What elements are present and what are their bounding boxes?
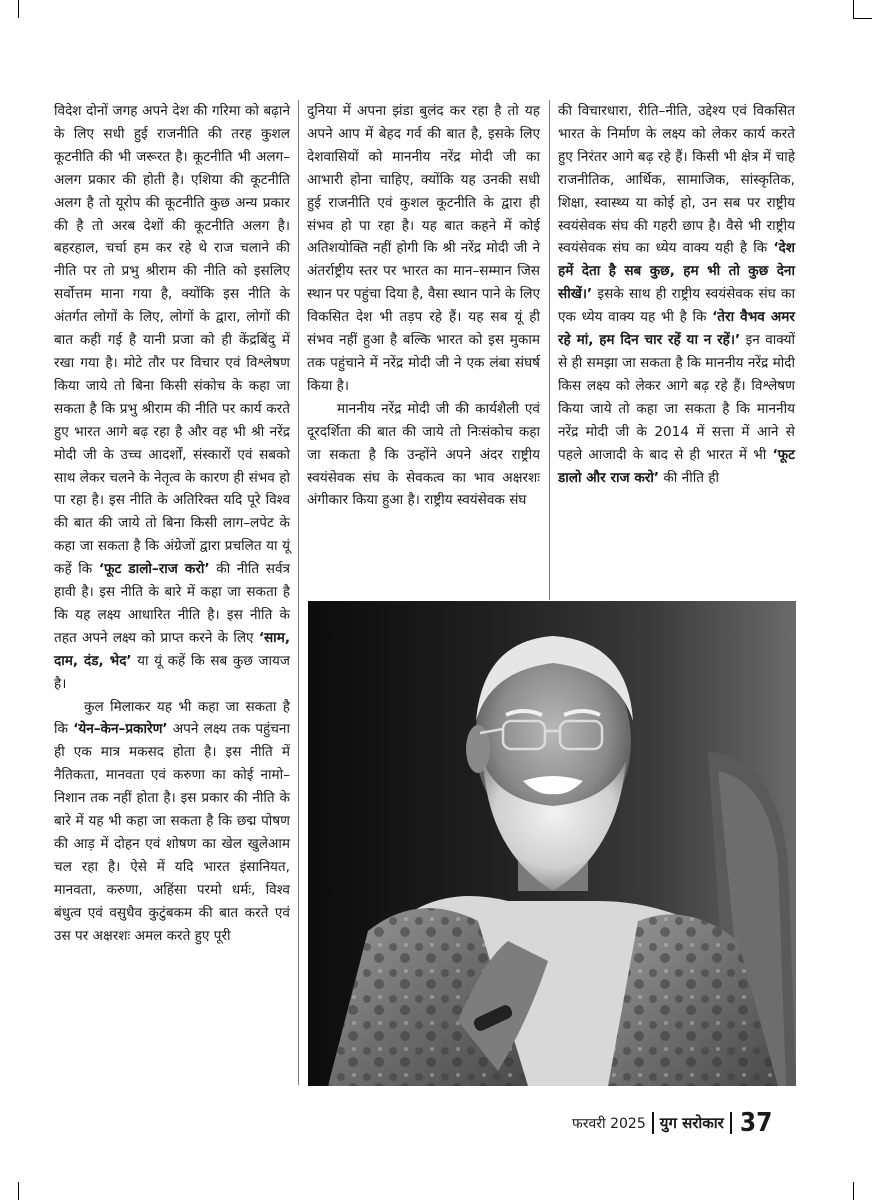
paragraph: विदेश दोनों जगह अपने देश की गरिमा को बढ़ाने के लिए सधी हुई राजनीति की तरह कुशल कूटनीति की भी जरूरत है। कूटनीति भी अलग–अलग प्रकार की होती है। एशिया की कूटनीति अलग है तो यूरोप की कूटनीति कुछ अन्य प्रकार की है तो अरब देशों की कूटनीति अलग है। बहरहाल, चर्चा हम कर रहे थे राज चलाने की नीति पर तो प्रभु श्रीराम की नीति को इसलिए सर्वोत्तम माना गया है, क्योंकि इस नीति के अंतर्गत लोगों के लिए, लोगों के द्वारा, लोगों की बात कही गई है यानी प्रजा को ही केंद्रबिंदु में रखा गया है। मोटे तौर पर विचार एवं विश्लेषण किया जाये तो बिना किसी संकोच के कहा जा सकता है कि प्रभु श्रीराम की नीति पर कार्य करते हुए भारत आगे बढ़ रहा है और वह भी श्री नरेंद्र मोदी जी के उच्च आदर्शों, संस्कारों एवं सबको साथ लेकर चलने के नेतृत्व के कारण ही संभव हो पा रहा है। इस नीति के अतिरिक्त यदि पूरे विश्व की बात की जाये तो बिना किसी लाग–लपेट के कहा जा सकता है कि अंग्रेजों द्वारा प्रचलित या यूं कहें कि ‘फूट डालो–राज करो’ की नीति सर्वत्र हावी है। इस नीति के बारे में कहा जा सकता है कि यह लक्ष्य आधारित नीति है। इस नीति के तहत अपने लक्ष्य को प्राप्त करने के लिए ‘साम, दाम, दंड, भेद’ या यूं कहें कि सब कुछ जायज है। — [54, 103, 291, 692]
crop-mark-top-right — [853, 0, 872, 19]
crop-mark-top-left — [0, 0, 19, 18]
bold-phrase: ‘फूट डालो–राज करो’ — [98, 561, 210, 578]
paragraph: माननीय नरेंद्र मोदी जी की कार्यशैली एवं दूरदर्शिता की बात की जाये तो निःसंकोच कहा जा सकता है कि उन्होंने अपने अंदर राष्ट्रीय स्वयंसेवक संघ के सेवकत्व का भाव अक्षरशः अंगीकार किया हुआ है। राष्ट्रीय स्वयंसेवक संघ — [307, 400, 540, 509]
bold-phrase: ‘साम, दाम, दंड, भेद’ — [54, 629, 290, 669]
column-divider — [298, 100, 299, 1085]
portrait-photo — [308, 601, 796, 1086]
bold-phrase: ‘फूट डालो और राज करो’ — [558, 446, 795, 486]
footer-divider — [730, 1112, 732, 1134]
page-footer — [572, 1108, 772, 1138]
bold-phrase: ‘देश हमें देता है सब कुछ, हम भी तो कुछ देना सीखें।’ — [558, 240, 795, 303]
paragraph: दुनिया में अपना झंडा बुलंद कर रहा है तो यह अपने आप में बेहद गर्व की बात है, इसके लिए देशवासियों को माननीय नरेंद्र मोदी जी का आभारी होना चाहिए, क्योंकि यह उनकी सधी हुई राजनीति एवं कुशल कूटनीति के द्वारा ही संभव हो पा रहा है। यह बात कहने में कोई अतिशयोक्ति नहीं होगी कि श्री नरेंद्र मोदी जी ने अंतर्राष्ट्रीय स्तर पर भारत का मान–सम्मान जिस स्थान पर पहुंचा दिया है, वैसा स्थान पाने के लिए विकसित देश भी तड़प रहे हैं। यह सब यूं ही संभव नहीं हुआ है बल्कि भारत को इस मुकाम तक पहुंचाने में नरेंद्र मोदी जी ने एक लंबा संघर्ष किया है। — [307, 103, 540, 394]
page-number: 37 — [739, 1108, 773, 1138]
bold-phrase: ‘येन–केन–प्रकारेण’ — [73, 721, 168, 738]
article-column-middle — [307, 100, 540, 512]
crop-mark-bottom-left — [0, 1182, 19, 1200]
bold-phrase: ‘तेरा वैभव अमर रहे मां, हम दिन चार रहें या न रहें।’ — [558, 309, 795, 349]
magazine-name: युग सरोकार — [659, 1114, 724, 1132]
article-column-left — [54, 100, 290, 948]
column-divider — [549, 100, 550, 600]
footer-divider — [652, 1112, 654, 1134]
article-column-right — [558, 100, 795, 489]
crop-mark-bottom-right — [853, 1182, 872, 1200]
paragraph: कुल मिलाकर यह भी कहा जा सकता है कि ‘येन–केन–प्रकारेण’ अपने लक्ष्य तक पहुंचना ही एक मात्र मकसद होता है। इस नीति में नैतिकता, मानवता एवं करुणा का कोई नामो–निशान तक नहीं होता है। इस प्रकार की नीति के बारे में यह भी कहा जा सकता है कि छद्म पोषण की आड़ में दोहन एवं शोषण का खेल खुलेआम चल रहा है। ऐसे में यदि भारत इंसानियत, मानवता, करुणा, अहिंसा परमो धर्मः, विश्व बंधुत्व एवं वसुधैव कुटुंबकम की बात करते एवं उस पर अक्षरशः अमल करते हुए पूरी — [54, 698, 290, 944]
issue-month: फरवरी 2025 — [572, 1115, 646, 1132]
paragraph: की विचारधारा, रीति–नीति, उद्देश्य एवं विकसित भारत के निर्माण के लक्ष्य को लेकर कार्य करते हुए निरंतर आगे बढ़ रहे हैं। किसी भी क्षेत्र में चाहे राजनीतिक, आर्थिक, सामाजिक, सांस्कृतिक, शिक्षा, स्वास्थ्य या कोई हो, उन सब पर राष्ट्रीय स्वयंसेवक संघ की गहरी छाप है। वैसे भी राष्ट्रीय स्वयंसेवक संघ का ध्येय वाक्य यही है कि ‘देश हमें देता है सब कुछ, हम भी तो कुछ देना सीखें।’ इसके साथ ही राष्ट्रीय स्वयंसेवक संघ का एक ध्येय वाक्य यह भी है कि ‘तेरा वैभव अमर रहे मां, हम दिन चार रहें या न रहें।’ इन वाक्यों से ही समझा जा सकता है कि माननीय नरेंद्र मोदी किस लक्ष्य को लेकर आगे बढ़ रहे हैं। विश्लेषण किया जाये तो कहा जा सकता है कि माननीय नरेंद्र मोदी जी के 2014 में सत्ता में आने से पहले आजादी के बाद से ही भारत में भी ‘फूट डालो और राज करो’ की नीति ही — [558, 103, 795, 486]
